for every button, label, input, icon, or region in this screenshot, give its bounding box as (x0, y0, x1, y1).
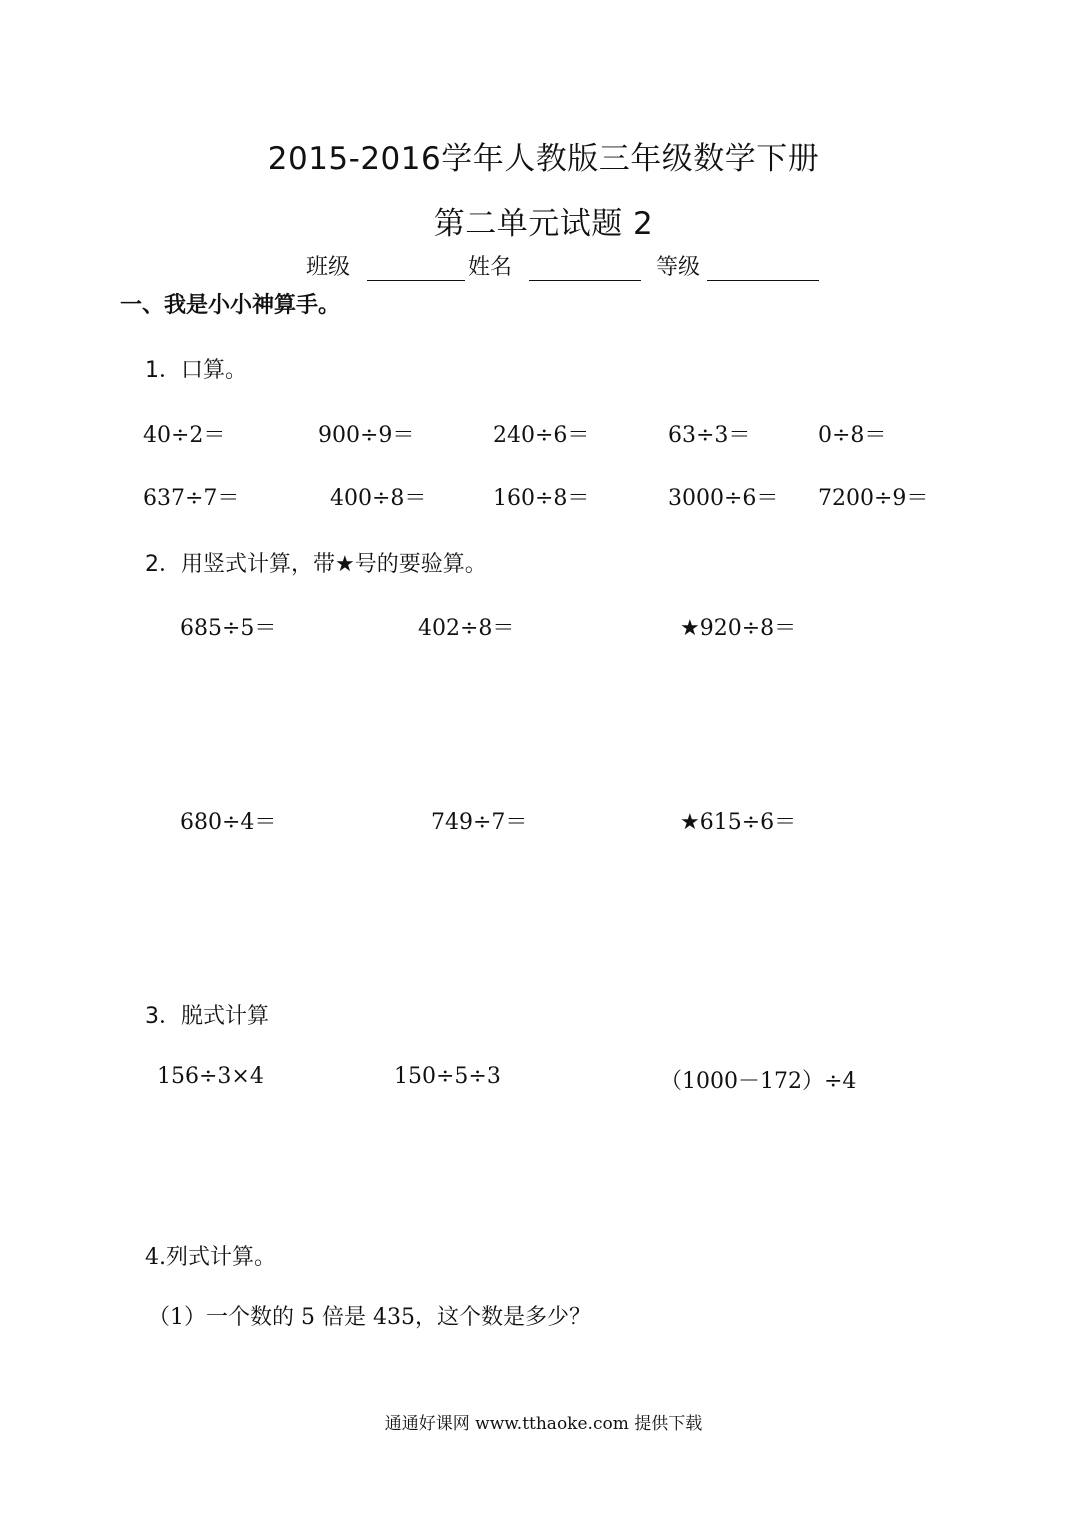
name-blank (529, 254, 641, 281)
step-calc-item: 150÷5÷3 (394, 1064, 501, 1089)
oral-calc-item: 160÷8＝ (493, 486, 590, 511)
oral-calc-item: 3000÷6＝ (668, 486, 779, 511)
oral-calc-item: 7200÷9＝ (818, 486, 929, 511)
grade-field (656, 250, 819, 281)
name-field (468, 250, 641, 281)
title-line-1: 2015-2016学年人教版三年级数学下册 (267, 141, 820, 177)
grade-blank (707, 254, 819, 281)
class-field (306, 250, 465, 281)
oral-calc-item: 240÷6＝ (493, 423, 590, 448)
q4-label: 4.列式计算。 (145, 1245, 276, 1270)
vertical-calc-item: 402÷8＝ (418, 616, 515, 641)
step-calc-item: （1000－172）÷4 (660, 1069, 857, 1094)
q1-label: 1．口算。 (145, 358, 247, 383)
oral-calc-item: 637÷7＝ (143, 486, 240, 511)
vertical-calc-item: 749÷7＝ (431, 810, 528, 835)
oral-calc-item: 900÷9＝ (318, 423, 415, 448)
vertical-calc-item-starred: ★920÷8＝ (680, 616, 797, 641)
word-problem-1: （1）一个数的 5 倍是 435，这个数是多少？ (148, 1305, 591, 1330)
step-calc-item: 156÷3×4 (157, 1064, 264, 1089)
q3-label: 3．脱式计算 (145, 1004, 269, 1029)
oral-calc-item: 40÷2＝ (143, 423, 226, 448)
title-line-2: 第二单元试题 2 (433, 206, 654, 242)
vertical-calc-item-starred: ★615÷6＝ (680, 810, 797, 835)
oral-calc-item: 63÷3＝ (668, 423, 751, 448)
vertical-calc-item: 685÷5＝ (180, 616, 277, 641)
footer-credit: 通通好课网 www.tthaoke.com 提供下载 (384, 1414, 703, 1434)
q2-label: 2．用竖式计算，带★号的要验算。 (145, 552, 487, 577)
class-label: 班级 (306, 255, 351, 280)
vertical-calc-item: 680÷4＝ (180, 810, 277, 835)
name-label: 姓名 (468, 255, 513, 280)
class-blank (367, 254, 465, 281)
section-1-heading: 一、我是小小神算手。 (120, 293, 341, 318)
grade-label: 等级 (656, 255, 701, 280)
oral-calc-item: 0÷8＝ (818, 423, 887, 448)
oral-calc-item: 400÷8＝ (330, 486, 427, 511)
